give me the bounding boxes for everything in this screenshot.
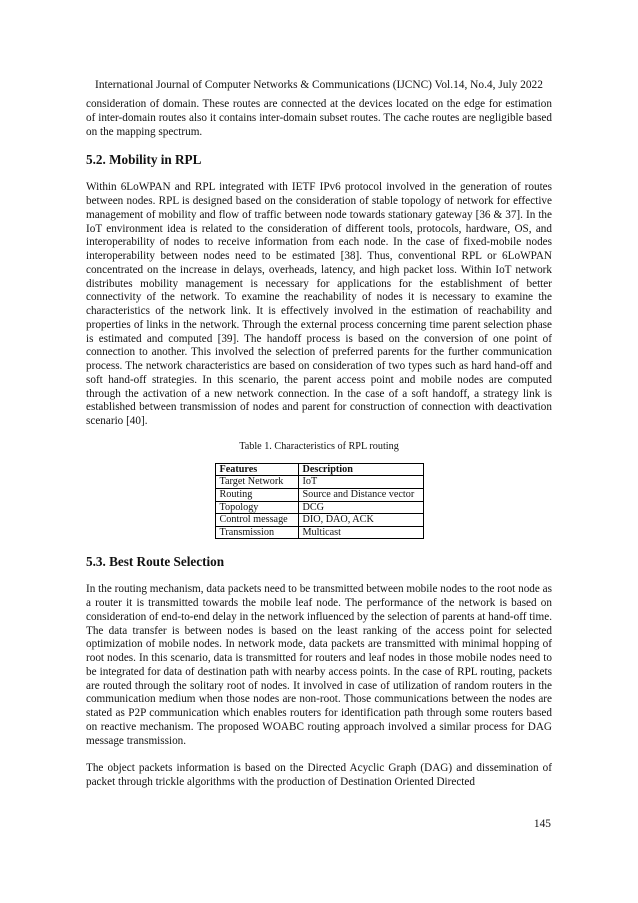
journal-header: International Journal of Computer Networks & Communications (IJCNC) Vol.14, No.4, July 2022 xyxy=(95,79,543,91)
rpl-characteristics-table xyxy=(215,463,424,540)
page-content xyxy=(86,98,552,790)
table-cell: IoT xyxy=(298,476,423,489)
table-cell: Multicast xyxy=(298,526,423,539)
table-header-cell: Features xyxy=(215,463,298,476)
table-row xyxy=(215,501,423,514)
table-cell: Transmission xyxy=(215,526,298,539)
table-row xyxy=(215,526,423,539)
table-cell: DCG xyxy=(298,501,423,514)
best-route-paragraph-1: In the routing mechanism, data packets need to be transmitted between mobile nodes to the root node as a router it is transmitted towards the mobile leaf node. The performance of the network is based on consideration of end-to-end delay in the network influenced by the selection of parents at hand-off time. The data transfer is between nodes is based on the least ranking of the access point for selected optimization of mobile nodes. In network mode, data packets are transmitted with minimal hopping of root nodes. In this scenario, data is transmitted for routers and leaf nodes in those mobile nodes need to be integrated for data of destination path with nearby access points. In the case of RPL routing, packets are routed through the solitary root of nodes. It involved in case of utilization of random routers in the communication medium when those nodes are non-root. Those communications between the nodes are stated as P2P communication which enables routers for identification path through some routers based on reactive mechanism. The proposed WOABC routing approach involved a similar process for DAG message transmission. xyxy=(86,583,552,747)
intro-paragraph: consideration of domain. These routes are connected at the devices located on the edge for estimation of inter-domain routes also it contains inter-domain subset routes. The cache routes are negligible based on the mapping spectrum. xyxy=(86,98,552,138)
table-cell: DIO, DAO, ACK xyxy=(298,514,423,527)
table-row xyxy=(215,488,423,501)
page-number: 145 xyxy=(533,818,551,830)
table-cell: Target Network xyxy=(215,476,298,489)
table-cell: Topology xyxy=(215,501,298,514)
section-heading-best-route: 5.3. Best Route Selection xyxy=(86,554,225,570)
table-cell: Source and Distance vector xyxy=(298,488,423,501)
table-row xyxy=(215,476,423,489)
section-heading-mobility: 5.2. Mobility in RPL xyxy=(86,152,202,168)
best-route-paragraph-2: The object packets information is based on the Directed Acyclic Graph (DAG) and dissemination of packet through trickle algorithms with the production of Destination Oriented Directed xyxy=(86,762,552,789)
table-header-cell: Description xyxy=(298,463,423,476)
table-cell: Control message xyxy=(215,514,298,527)
table-caption: Table 1. Characteristics of RPL routing xyxy=(239,440,399,452)
mobility-paragraph: Within 6LoWPAN and RPL integrated with IETF IPv6 protocol involved in the generation of routes between nodes. RPL is designed based on the consideration of stable topology of network for effective management of mobility and flow of traffic between node towards stationary gateway [36 & 37]. In the IoT environment idea is related to the consideration of different tools, protocols, hardware, OS, and interoperability of nodes to receive information from each node. In the case of fixed-mobile nodes interoperability between nodes need to be estimated [38]. Thus, conventional RPL or 6LoWPAN concentrated on the increase in delays, overheads, latency, and high packet loss. Within IoT network distributes mobility management is necessary for applications for the establishment of better connectivity of the network. To examine the reachability of nodes it is necessary to examine the characteristics of the network link. It is effectively involved in the estimation of reachability and properties of links in the network. Through the external process concerning time parent selection phase is estimated and computed [39]. The handoff process is based on the conversion of one point of connection to another. This involved the selection of preferred parents for the further communication process. The network characteristics are based on consideration of two types such as hard hand-off and soft hand-off strategies. In this scenario, the parent access point and mobile nodes are computed through the activation of a new network connection. In the case of a soft handoff, a strategy link is established between transmission of nodes and parent for construction of connection with deactivation scenario [40]. xyxy=(86,181,552,427)
table-row xyxy=(215,514,423,527)
table-cell: Routing xyxy=(215,488,298,501)
table-header-row xyxy=(215,463,423,476)
